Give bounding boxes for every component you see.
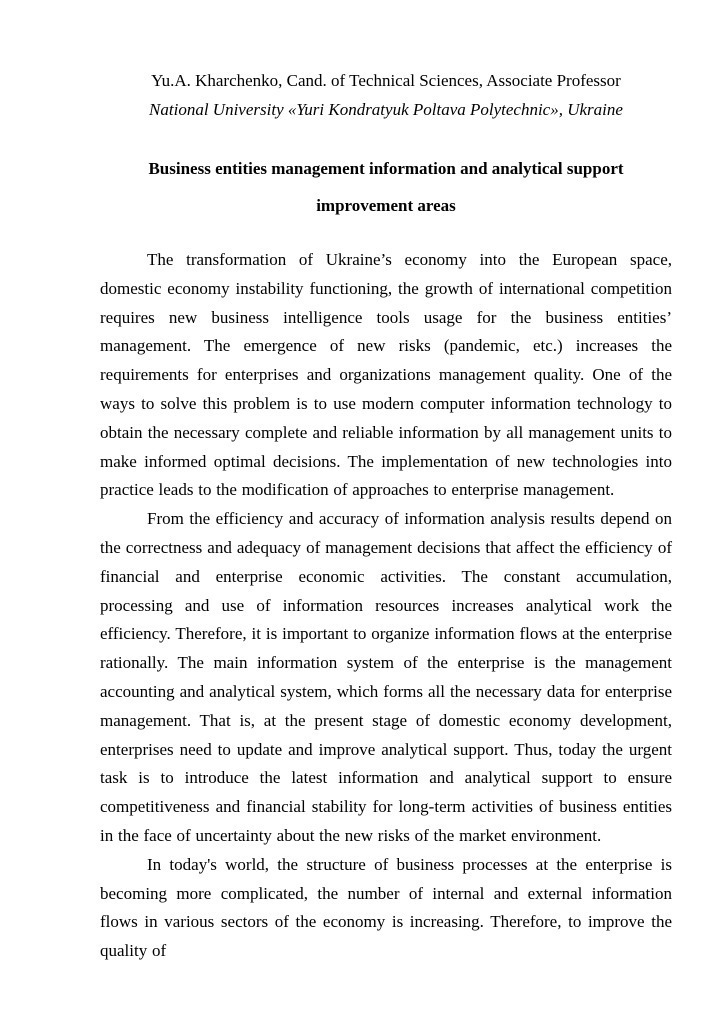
body-paragraph: In today's world, the structure of business processes at the enterprise is becoming more complicated, the number of internal and external information flows in various sectors of the economy is increasing. Therefore, to improve the quality of: [100, 854, 672, 961]
paper-title: Business entities management information and analytical support improvement areas: [148, 159, 624, 215]
affiliation-line: National University «Yuri Kondratyuk Poltava Polytechnic», Ukraine: [149, 100, 623, 119]
body-paragraph: From the efficiency and accuracy of information analysis results depend on the correctness and adequacy of management decisions that affect the efficiency of financial and enterprise economic activities. The constant accumulation, processing and use of information resources increases analytical work the efficiency. Therefore, it is important to organize information flows at the enterprise rationally. The main information system of the enterprise is the management accounting and analytical system, which forms all the necessary data for enterprise management. That is, at the present stage of domestic economy development, enterprises need to update and improve analytical support. Thus, today the urgent task is to introduce the latest information and analytical support to ensure competitiveness and financial stability for long-term activities of business entities in the face of uncertainty about the new risks of the market environment.: [100, 509, 672, 845]
document-body: [100, 246, 672, 966]
body-paragraph: The transformation of Ukraine’s economy into the European space, domestic economy instability functioning, the growth of international competition requires new business intelligence tools usage for the business entities’ management. The emergence of new risks (pandemic, etc.) increases the requirements for enterprises and organizations management quality. One of the ways to solve this problem is to use modern computer information technology to obtain the necessary complete and reliable information by all management units to make informed optimal decisions. The implementation of new technologies into practice leads to the modification of approaches to enterprise management.: [100, 250, 672, 500]
author-line: Yu.A. Kharchenko, Cand. of Technical Sciences, Associate Professor: [151, 71, 621, 90]
document-header: [100, 66, 672, 124]
